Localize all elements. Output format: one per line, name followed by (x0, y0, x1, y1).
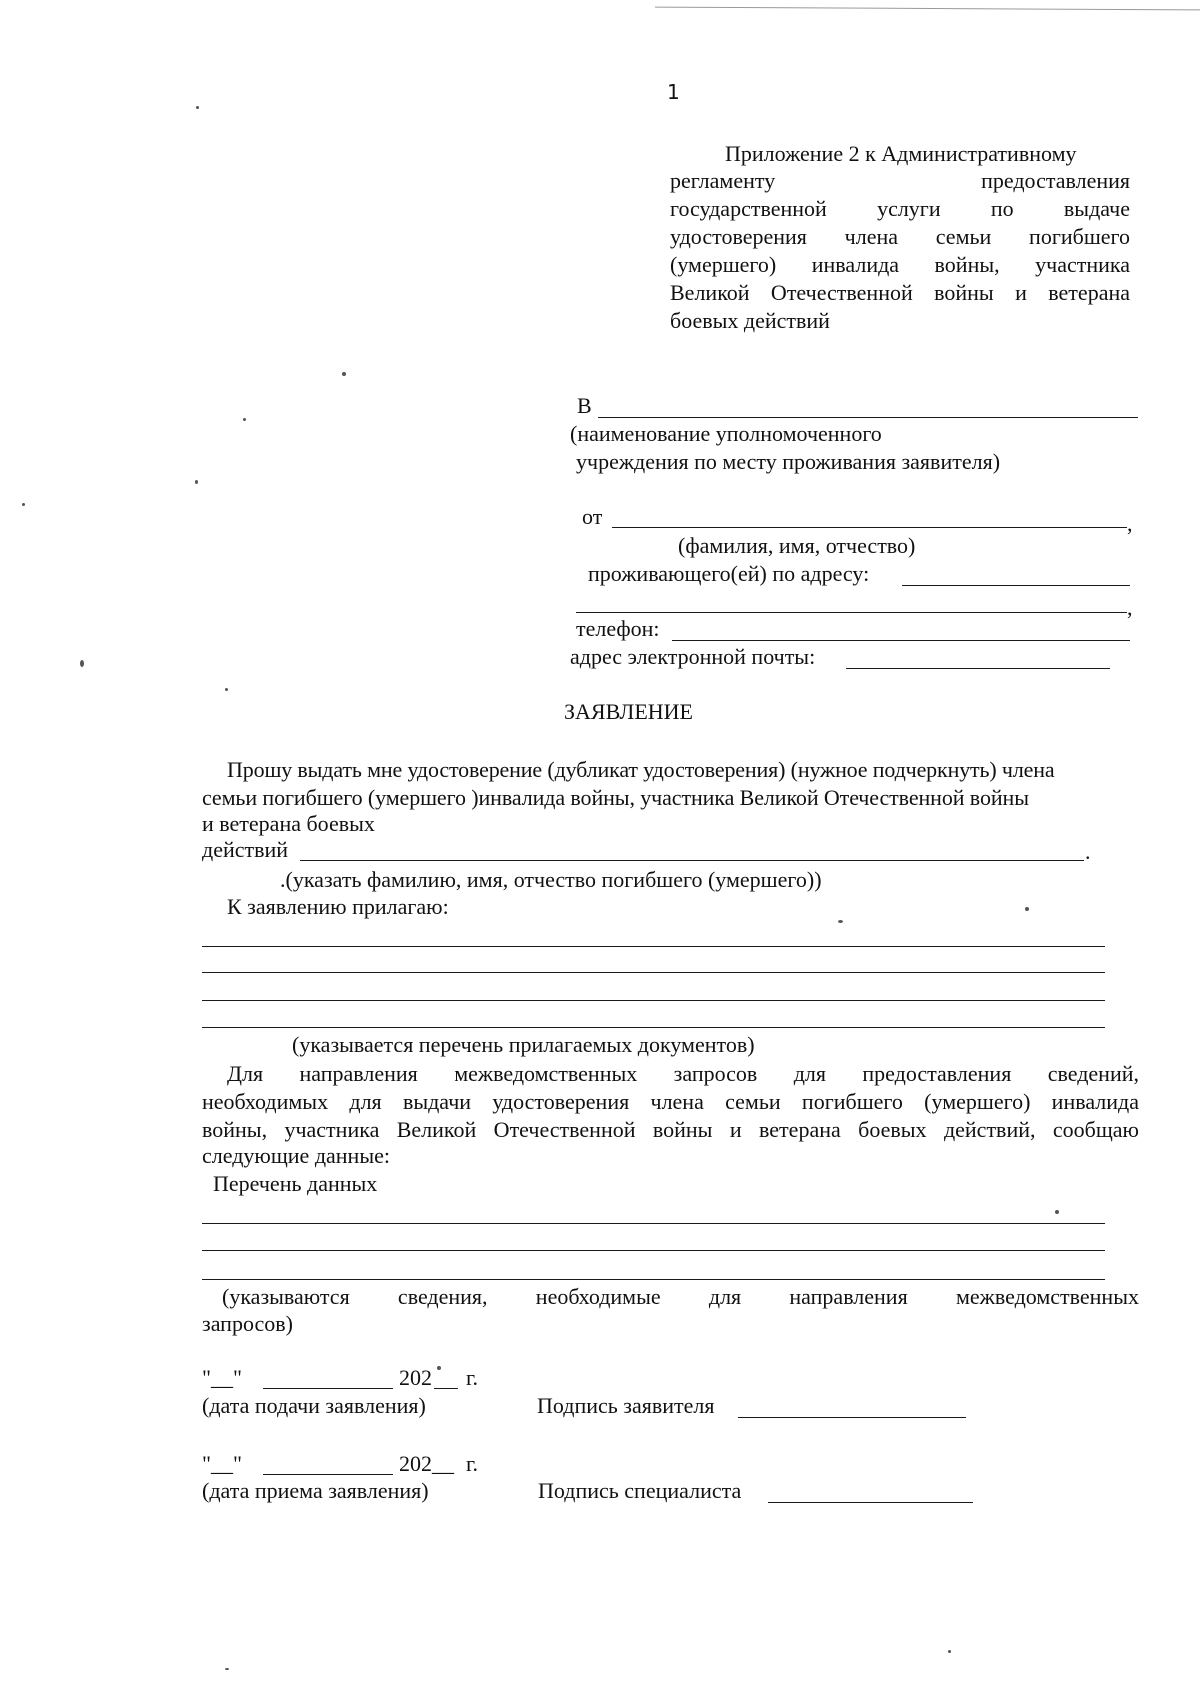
attach-line-2 (202, 972, 1105, 973)
interagency-line: войны, участника Великой Отечественной войны и ветерана боевых действий, сообщаю (202, 1117, 1139, 1142)
specialist-signature-line (768, 1502, 973, 1503)
scan-speck (195, 480, 198, 484)
scan-speck (80, 660, 84, 667)
applicant-signature-label: Подпись заявителя (537, 1393, 715, 1418)
appendix-line: боевых действий (670, 308, 830, 333)
phone-label: телефон: (576, 616, 660, 641)
scan-speck (948, 1650, 951, 1653)
from-field-line (612, 527, 1127, 528)
submit-year: 202 (399, 1365, 432, 1390)
address-field-line (902, 585, 1130, 586)
from-comma: , (1127, 511, 1133, 536)
data-hint-line: запросов) (202, 1311, 293, 1336)
accept-date-hint: (дата приема заявления) (202, 1478, 429, 1503)
appendix-line: удостоверения члена семьи погибшего (670, 224, 1130, 249)
data-line-2 (202, 1250, 1105, 1251)
scan-speck (243, 418, 246, 421)
appendix-line: Великой Отечественной войны и ветерана (670, 280, 1130, 305)
data-line-1 (202, 1223, 1105, 1224)
request-line: действий (202, 837, 289, 862)
scan-speck (225, 688, 228, 691)
interagency-line: необходимых для выдачи удостоверения члена семьи погибшего (умершего) инвалида (202, 1089, 1139, 1114)
deceased-hint: .(указать фамилию, имя, отчество погибшего (умершего)) (280, 867, 822, 892)
to-hint-1: (наименование уполномоченного (570, 421, 882, 446)
submit-year-line (434, 1388, 458, 1389)
appendix-line: Приложение 2 к Административному (725, 141, 1077, 166)
attach-line-4 (202, 1027, 1105, 1028)
phone-field-line (672, 640, 1130, 641)
page-number: 1 (667, 80, 680, 104)
to-field-line (598, 417, 1138, 418)
appendix-line: регламенту предоставления (670, 168, 1130, 193)
from-prefix: от (582, 504, 603, 529)
scan-speck (1025, 907, 1029, 911)
to-prefix: В (577, 393, 592, 418)
interagency-line: следующие данные: (202, 1143, 390, 1168)
to-hint-2: учреждения по месту проживания заявителя) (576, 449, 1001, 474)
scan-speck (22, 503, 25, 506)
request-line: семьи погибшего (умершего )инвалида войны, участника Великой Отечественной войны (202, 785, 1029, 810)
request-line: и ветерана боевых (202, 811, 375, 836)
deceased-period: . (1085, 839, 1091, 864)
submit-month-line (263, 1388, 393, 1389)
scan-speck (437, 1366, 441, 1370)
scan-speck (838, 920, 843, 923)
request-line: Прошу выдать мне удостоверение (дубликат удостоверения) (нужное подчеркнуть) члена (227, 757, 1055, 782)
email-label: адрес электронной почты: (570, 644, 816, 669)
address-field-line-2 (576, 612, 1127, 613)
accept-month-line (263, 1474, 393, 1475)
accept-year-suffix: г. (466, 1451, 479, 1476)
scan-speck (1055, 1210, 1059, 1214)
applicant-signature-line (738, 1417, 966, 1418)
scan-speck (342, 372, 346, 376)
submit-date-hint: (дата подачи заявления) (202, 1393, 426, 1418)
address-comma: , (1127, 595, 1133, 620)
scan-edge-line (655, 7, 1200, 11)
email-field-line (846, 668, 1110, 669)
document-title: ЗАЯВЛЕНИЕ (564, 699, 693, 724)
interagency-line: Для направления межведомственных запросов для предоставления сведений, (227, 1061, 1139, 1086)
attach-line-3 (202, 1000, 1105, 1001)
accept-date-quote: "__" (202, 1451, 242, 1476)
attach-hint: (указывается перечень прилагаемых документов) (292, 1032, 755, 1057)
specialist-signature-label: Подпись специалиста (538, 1478, 742, 1503)
appendix-line: государственной услуги по выдаче (670, 196, 1130, 221)
data-line-3 (202, 1279, 1105, 1280)
scan-speck (225, 1668, 229, 1670)
address-label: проживающего(ей) по адресу: (588, 561, 870, 586)
submit-date-quote: "__" (202, 1365, 242, 1390)
data-list-label: Перечень данных (213, 1171, 378, 1196)
attach-line-1 (202, 946, 1105, 947)
scan-speck (196, 106, 199, 109)
from-hint: (фамилия, имя, отчество) (678, 533, 916, 558)
submit-year-suffix: г. (466, 1365, 479, 1390)
appendix-line: (умершего) инвалида войны, участника (670, 252, 1130, 277)
deceased-name-line (300, 860, 1084, 861)
attach-label: К заявлению прилагаю: (227, 894, 449, 919)
accept-year: 202__ (399, 1451, 454, 1476)
data-hint-line: (указываются сведения, необходимые для направления межведомственных (222, 1284, 1139, 1309)
